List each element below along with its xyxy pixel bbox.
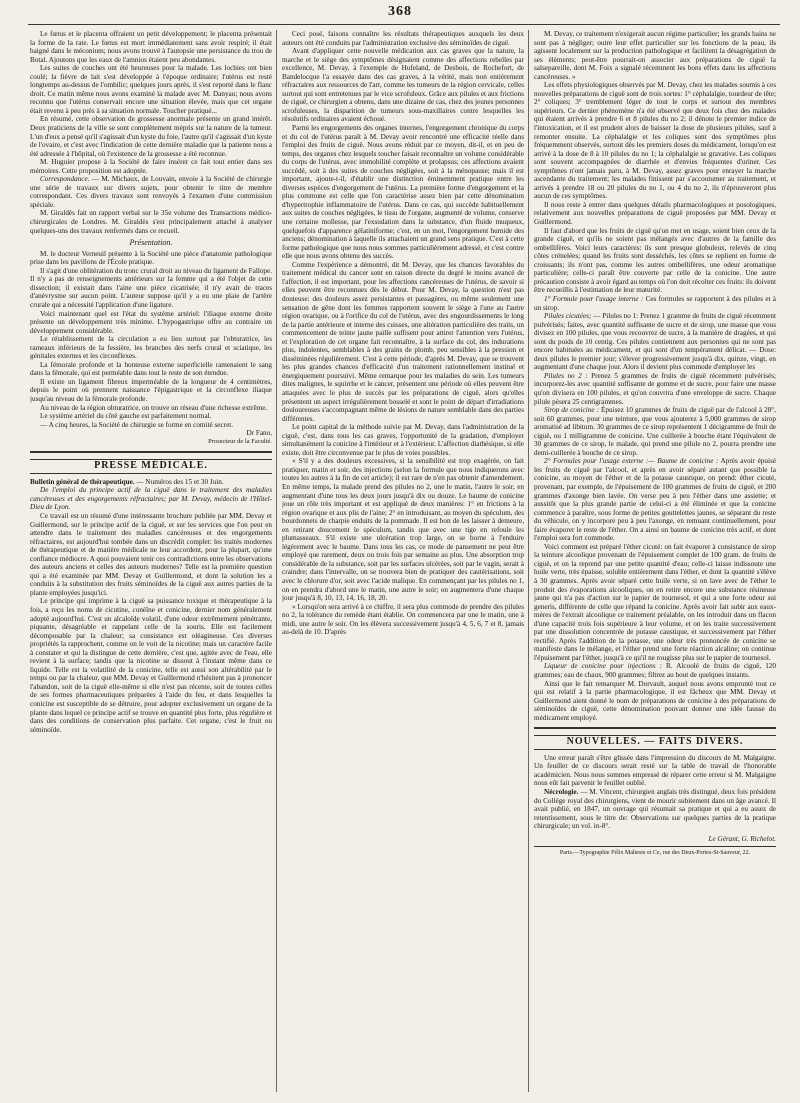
paragraph: Le rétablissement de la circulation a eu lieu surtout par l'obturatrice, les rameaux inférieurs de la fessière, les branches des nerfs crural et sciatique, les génitales externes et les circonflexes. xyxy=(30,335,272,361)
formula-text: Ces formules se rapportent à des pilules et à un sirop. xyxy=(534,294,776,312)
section-title-nouvelles: NOUVELLES. — FAITS DIVERS. xyxy=(534,735,776,750)
paragraph: Il existe un ligament fibreux imperméable de la longueur de 4 centimètres, depuis le point où prennent naissance l'épigastrique et la circonflexe iliaque jusqu'au niveau de la fémorale profonde. xyxy=(30,377,272,403)
pilules2-text: Prenez 5 grammes de fruits de ciguë récemment pulvérisés; incorporez-les avec quantité suffisante de gomme et de sucre, pour faire une masse qu'on divisera en 100 pilules, et qu'on couvrira d'une enveloppe de sucre. Chaque pilule pèsera 25 centigrammes. xyxy=(534,371,776,406)
paragraph: Il faut d'abord que les fruits de ciguë qu'on met en usage, soient bien ceux de la grande ciguë, et qu'ils ne soient pas mélangés avec d'autres de la famille des ombellifères. Voici leurs caractères: ils sont presque globuleux, relevés de cinq côtes crénelées; quand les fruits sont desséchés, les côtes se replient en forme de croissants; ils n'ont pas, comme les autres ombellifères, une odeur aromatique particulière; celle-ci paraît être couverte par celle de la conicine. Une autre précaution consiste à avoir égard au temps où l'on doit récolter ces fruits: ils doivent être recueillis à l'estimation de leur maturité. xyxy=(534,226,776,295)
signature-title: Prosecteur de la Faculté. xyxy=(208,437,272,445)
paragraph: En résumé, cette observation de grossesse anormale présente un grand intérêt. Deux praticiens de la ville se sont complètement mépris sur la nature de la tumeur. L'un d'eux a pensé qu'il s'agissait d'un kyste du foie, l'autre qu'il s'agissait d'un kyste de l'ovaire, et c'est avec l'indication de cette dernière maladie que la patiente nous a été adressée à l'hôpital, où l'existence de la grossesse a été reconnue. xyxy=(30,115,272,158)
paragraph xyxy=(534,312,776,372)
column-middle xyxy=(282,30,524,1092)
paragraph: Une erreur paraît s'être glissée dans l'impression du discours de M. Malgaigne. Un feuillet de ce discours serait resté sur la table de travail de l'honorable académicien. Nous nous sommes empressé de réparer cette erreur si M. Malgaigne nous eût fait parvenir le feuillet oublié. xyxy=(534,753,776,788)
correspondance-label: Correspondance. xyxy=(40,175,90,184)
paragraph xyxy=(534,372,776,406)
paragraph: « S'il y a des douleurs excessives, si la sensibilité est trop exagérée, on fait pratiquer, matin et soir, des injections (selon la formule que nous indiquerons avec toutes les autres à la fin de cet article); il est rare de n'en pas obtenir d'amendement. En même temps, la malade prend des pilules no 2, une le matin, l'autre le soir, en augmentant d'une tous les deux jours jusqu'à dix ou douze. Le baume de conicine joue un rôle très important et est appliqué de deux manières: 1° en frictions à la région ovarique et aux plis de l'aine; 2° en introduisant, au moyen du spéculum, des bourdonnets de charpie enduits de la pommade. Il est bon de les laisser à demeure, en retirant doucement le spéculum, tandis que avec une tige en refoule les plumasseaux. S'il existe une ulcération trop large, on se borne à l'enduire légèrement avec le baume. Dans tous les cas, ce mode de pansement ne peut être employé que rarement, deux ou trois fois par semaine au plus. Une absorption trop considérable de la substance, soit par les surfaces ulcérées, soit par le vagin, serait à craindre; dans l'intervalle, on se trouvera bien de pratiquer des cautérisations, soit avec le chlorure d'or, soit avec l'acide malique. En commençant par les pilules no 1, on en prendra d'abord une le matin, une autre le soir; on augmentera d'une chaque jour jusqu'à 8, 10, 13, 14, 16, 18, 20. xyxy=(282,457,524,603)
sirop-text: Épuisez 10 grammes de fruits de ciguë par de l'alcool à 28°, soit 60 grammes, pour une teinture, que vous ajouterez à 5,000 grammes de sirop aromatisé ad libitum. 30 grammes de ce sirop représentent 1 décigramme de fruit de ciguë, ou 1 milligramme de conicine. Une cuillerée à bouche étant l'équivalent de 30 grammes de ce sirop, le malade, qui prend une pilule no 2, pourra prendre une demi-cuillerée à bouche de ce sirop. xyxy=(534,406,776,457)
paragraph: Comme l'expérience a démontré, dit M. Devay, que les chances favorables du traitement médical du cancer sont en raison directe du degré le moins avancé de l'affection, il est important, pour les affections cancéreuses de l'utérus, de savoir si elles peuvent être reconnues dès le début. Pour M. Devay, la question n'est pas douteuse: des douleurs assez persistantes et passagères, ou même seulement une sensation de gêne dont les femmes rapportent souvent le siège à l'une au l'autre région ovarique, ou à l'orifice du col de l'utérus, avec des engourdissements le long de la partie antérieure et interne des cuisses, une altération particulière des traits, un commencement de teinte jaune paille suffisent pour attirer l'attention vers l'utérus, et l'exploration de cet organe fait reconnaître, à la surface du col, des indurations plus, indolentes, semblables à des grains de plomb, peu sensibles à la pression et disséminées régulièrement. C'est à cette période, d'après M. Devay, que se trouvent les plus grandes chances d'efficacité d'un traitement rationnellement institué et énergiquement poursuivi. Même remarque pour les maladies du sein. Les tumeurs dites malignes, le squirrhe et le cancer, présentent une période où elles peuvent être attaquées avec le plus de succès par les préparations de ciguë, alors qu'elles présentent un aspect irrégulièrement bosselé et sont le point de départ d'irradiations douloureuses s'accompagnant même de lésions de nature semblable dans des parties différentes. xyxy=(282,260,524,423)
paragraph: — A cinq heures, la Société de chirurgie se forme en comité secret. xyxy=(40,420,234,429)
paragraph xyxy=(534,788,776,831)
bulletin-dates: — Numéros des 15 et 30 Juin. xyxy=(134,477,224,486)
paragraph: Il s'agit d'une oblitération du tronc crural droit au niveau du ligament de Fallope. Il n'y a pas de renseignements antérieurs sur la femme qui a été l'objet de cette dissection; il existait dans l'aine une pièce cicatrisée; il n'y avait de traces d'anévrysme sur aucun point. L'auteur suppose qu'il y a eu une plaie de l'artère crurale qui a nécessité l'application d'une ligature. xyxy=(30,266,272,309)
paragraph: Le fœtus et le placenta offraient un petit développement; le placenta présentait la forme de la rate. Le fœtus est mort immédiatement sans avoir respiré; il était baigné dans le méconium; nous avons trouvé à l'autopsie une persistance du trou de Botal. Ajoutons que les eaux de l'amnios étaient peu abondantes. xyxy=(30,30,272,64)
gerant-signature: Le Gérant, G. Richelot. xyxy=(708,834,776,843)
paragraph: Le système artériel du côté gauche est parfaitement normal. xyxy=(40,412,212,421)
paragraph: Voici comment est préparé l'éther cicuté: on fait évaporer à consistance de sirop la teinture alcoolique provenant de l'épuisement complet de 100 gram. de fruits de ciguë, et on la reprend par une petite quantité d'eau; celle-ci laisse indissoute une huile verte, très épaisse, soluble entièrement dans l'éther, et dont la quantité s'élève à 30 grammes. Après avoir séparé cette huile verte, si on lave avec de l'éther le produit des évaporations alcooliques, on en retire encore une substance résineuse jaune qui n'a pas d'action sur le papier de tournesol, et qui a une forte odeur sui generis, différente de celle que répand la conicine. Après avoir fait subir aux eaux-mères de l'extrait alcoolique ce traitement préalable, on les introduit dans un flacon d'une capacité trois fois supérieure à leur volume, et on les traite successivement par une dissolution concentrée de potasse caustique, et successivement par l'éther rectifié. Après l'addition de la potasse, une odeur très prononcée de conicine se manifeste dans le mélange, et l'éther prend une forte réaction alcaline; on continue l'épuisement par l'éther, jusqu'à ce qu'il ne rougisse plus sur le papier de tournesol. xyxy=(534,542,776,662)
column-left xyxy=(30,30,272,1092)
printer-imprint: Paris.—Typographie Félix Malteste et Ce, rue des Deux-Portes-St-Sauveur, 22. xyxy=(534,846,776,858)
paragraph: M. le docteur Verneuil présente à la Société une pièce d'anatomie pathologique prise dans les pavillons de l'École pratique. xyxy=(30,249,272,267)
paragraph: M. Giraldès fait un rapport verbal sur le 35e volume des Transactions médico-chirurgicales de Londres. M. Giraldès s'est principalement attaché à analyser quelques-uns des travaux renfermés dans ce recueil. xyxy=(30,209,272,235)
paragraph: Parmi les engorgements des organes internes, l'engorgement chronique du corps et du col de l'utérus paraît à M. Devay avoir rencontré une efficacité réelle dans l'emploi des fruits de ciguë. Nous avons réduit par ce moyen, dit-il, et en peu de temps, des organes chez lesquels toucher faisait reconnaître un volume considérable du corps de l'utérus, avec immobilité complète et prolapsus; ces affections avaient succédé, soit à des suites de couches négligées, soit à la ménopause; mais il est important, ajoute-t-il, d'établir une distinction éminemment pratique entre les diverses espèces d'engorgement de l'utérus. La première forme d'engorgement et la plus commune est celle que l'on caractérise assez bien par cette dénomination d'hypertrophie inflammatoire de l'utérus. Dans ce cas, qui succède habituellement aux suites de couches négligées, le tissu de l'organe, augmenté de volume, conserve une certaine mollesse, par l'exsudation dans la substance, d'un fluide muqueux, quelquefois d'apparence gélatiniforme; c'est, en un mot, l'engorgement humide des anciens; dénomination à laquelle ils attachaient un grand sens pratique. C'est à cette forme pathologique que nous nous sommes particulièrement adressé, et c'est contre elle que nous avons obtenu des succès. xyxy=(282,124,524,261)
paragraph xyxy=(534,406,776,457)
pilules-label: Pilules cicutées; xyxy=(544,312,592,321)
pilules-text: — Pilules no 1: Prenez 1 gramme de fruits de ciguë récemment pulvérisés; faites, avec quantité suffisante de sucre et de sirop, une masse que vous divisez en 100 pilules, que vous recouvrez de sucre, à la manière de dragées, et qui sont du poids de 10 centig. Ces pilules contiennent aux personnes qui ne sont pas encore habituées au médicament, et qui sont d'un tempérament délicat. — Dose: deux pilules le premier jour; s'élever progressivement jusqu'à dix, quinze, vingt, en augmentant d'une chaque jour. Alors il devient plus commode d'employer les xyxy=(534,312,776,372)
section-rule xyxy=(30,451,272,453)
column-right xyxy=(534,30,776,1092)
necrologie-label: Nécrologie. xyxy=(544,788,579,797)
section-title-presse: PRESSE MÉDICALE. xyxy=(30,459,272,474)
section-rule xyxy=(534,727,776,729)
external-formula-label: 2° Formules pour l'usage externe :— Baume de conicine : xyxy=(544,457,719,466)
sirop-label: Sirop de conicine : xyxy=(544,406,599,415)
page-number: 368 xyxy=(388,4,412,19)
paragraph: La fémorale profonde et la honteuse externe superficielle ramenaient le sang dans la fémorale, qui est perméable dans tout le reste de son étendue. xyxy=(30,360,272,378)
paragraph: Les effets physiologiques observés par M. Devay, chez les malades soumis à ces nouvelles préparations de ciguë sont de trois sortes: 1° céphalalgie, tourdeur de tête; 2° coliques; 3° tremblement léger de tout le corps et surtout des membres supérieurs. Ce dernier phénomène n'a été observé que deux fois chez des malades qui étaient arrivés à prendre 6 et 8 pilules du no 2; il dénote le premier indice de l'intoxication, et il est prudent alors de baisser la dose de plusieurs pilules, sauf à remonter ensuite. La céphalalgie et les coliques sont des symptômes plus fréquemment observés, surtout dès les premiers doses du médicament, lorsqu'on est arrivé à la dose de 8 à 10 pilules du no 1; la céphalalgie se gravative. Les coliques sont souvent accompagnées de diarrhée et d'envies fréquentes d'uriner. Ces symptômes n'ont jamais paru, à M. Devay, assez graves pour enrayer la marche ascendante du traitement; les malades finissent par s'accoutumer au traitement, et arrivés à prendre 18 ou 20 pilules du no 1, ou 4 du no 2, ils n'éprouveront plus aucun de ces symptômes. xyxy=(534,81,776,201)
paragraph: « Lorsqu'on sera arrivé à ce chiffre, il sera plus commode de prendre des pilules no 2, la tolérance du remède étant établie. On commencera par une le matin, une à midi, une autre le soir. On les élèvera successivement jusqu'à 4, 5, 6, 7 et 8, jamais au-delà de 10. D'après xyxy=(282,602,524,637)
paragraph: Les suites de couches ont été heureuses pour la malade. Les lochies ont bien coulé; la fièvre de lait s'est développée à l'époque ordinaire; l'utérus est resté longtemps au-dessus de l'ombilic; quelques jours après, il s'est reporté dans le flanc droit. Ce matin même nous avons examiné la malade avec M. Danyau; nous avons reconnu que l'utérus conservait encore une situation élevée, mais que cet organe était revenu à peu près à sa situation normale. Toucher pratiqué... xyxy=(30,64,272,115)
paragraph: Ceci posé, faisons connaître les résultats thérapeutiques auxquels les deux auteurs ont été conduits par l'administration exclusive des séminoïdes de ciguë. xyxy=(282,30,524,47)
paragraph: Au niveau de la région obturatrice, on trouve un réseau d'une richesse extrême. xyxy=(40,403,268,412)
bulletin-label: Bulletin général de thérapeutique. xyxy=(30,477,135,486)
paragraph: Ainsi que le fait remarquer M. Dorvault, auquel nous avons emprunté tout ce qui est relatif à la partie pharmacologique, il est fâcheux que MM. Devay et Guillermond aient donné le nom de préparations de conicine à des préparations de séminoïdes de ciguë, cette dénomination pouvant donner une idée fausse du médicament employé. xyxy=(534,679,776,722)
pilules2-label: Pilules no 2 : xyxy=(544,371,588,380)
article-title: De l'emploi du principe actif de la ciguë dans le traitement des maladies cancéreuses et des engorgements réfractaires; par M. Devay, médecin de l'Hôtel-Dieu de Lyon. xyxy=(30,486,272,512)
column-divider xyxy=(276,30,277,1092)
external-formula-text: Après avoir épuisé les fruits de ciguë par l'alcool, et après en avoir séparé autant que possible la conicine, au moyen de l'éther et de la potasse caustique, on prend: éther cicuté, provenant, par exemple, de l'épuisement de 100 grammes de fruits de ciguë, et 200 grammes d'axonge bien lavée. On verse peu à peu l'éther dans une assiette; et aussitôt que la plus grande partie de celui-ci a été éliminée et que la conicine commence à paraître, sous forme de petites gouttelettes jaunes, se séparant du reste du véhicule, on y incorpore peu à peu l'axonge, en remuant continuellement, pour faire évaporer le reste de l'éther. On a ainsi un baume de conicine très actif, et dont l'emploi sera fort commode. xyxy=(534,457,776,543)
liqueur-text: R. Alcoolé de fruits de ciguë, 120 grammes; eau de chaux, 900 grammes; filtrez au bout de quelques instants. xyxy=(534,662,776,680)
paragraph xyxy=(534,295,776,312)
liqueur-label: Liqueur de conicine pour injections : xyxy=(544,662,662,671)
paragraph: Ce travail est un résumé d'une intéressante brochure publiée par MM. Devay et Guillermond, sur le principe actif de la ciguë, et sur les services que l'on peut en attendre dans le traitement des maladies cancéreuses et des engorgements réfractaires, est aujourd'hui tombée dans un discrédit complet: les traités modernes de thérapeutique et de matière médicale ne leur accordent, pour la plupart, qu'une confiance médiocre. A quoi pouvaient tenir ces contradictions entre les observations des auteurs anciens et celles des auteurs modernes? Telle est la première question qui a été examinée par MM. Devay et Guillermond, et dont la solution les a conduits à la substitution des fruits séminoïdes de la ciguë aux autres parties de la plante employées jusqu'ici. xyxy=(30,511,272,597)
paragraph: Voici maintenant quel est l'état du système artériel: l'iliaque externe droite présente un développement très minime. L'hypogastrique offre au contraire un développement considérable. xyxy=(30,309,272,335)
paragraph: M. Huguier propose à la Société de faire insérer ce fait tout entier dans ses mémoires. Cette proposition est adoptée. xyxy=(30,158,272,175)
paragraph: Avant d'appliquer cette nouvelle médication aux cas graves que la nature, la marche et le siège des symptômes désignaient comme des affections rebelles par excellence, M. Devay, à l'exemple de Hufeland, de Desbois, de Rochefort, de Bandelocque l'a essayée dans des cas graves, à la vérité, mais non entièrement réfractaires aux ressources de l'art, comme les tumeurs de la région cervicale, celles surtout qui sont entretenues par le vice scrofuleux. Grâce aux pilules et aux frictions de ciguë, ce chirurgien a obtenu, dans une dizaine de cas, chez des jeunes personnes scrofuleuses, la disparition de tumeurs sous-maxillaires contre lesquelles les résolutifs ordinaires avaient échoué. xyxy=(282,47,524,124)
paragraph: M. Devay, ce traitement n'exigerait aucun régime particulier; les grands bains ne sont pas à négliger; outre leur effet particulier sur les fonctions de la peau, ils agissent localement sur la production pathologique et facilitent la désagrégation de ses éléments; peut-être pourrait-on associer aux préparations de ciguë la salsepareille, dont M. Foix a signalé récemment les bons effets dans les affections cancéreuses. » xyxy=(534,30,776,81)
bulletin-header xyxy=(30,478,272,487)
paragraph xyxy=(534,457,776,542)
formula-label: 1° Formule pour l'usage interne : xyxy=(544,294,644,303)
paragraph: Le point capital de la méthode suivie par M. Devay, dans l'administration de la ciguë, c'est, dans tous les cas graves, l'opportunité de la gradation, d'employer simultanément la conicine à l'intérieur et à l'extérieur. L'affection diathésique, si elle existe, doit être circonvenue par le plus de voies possibles. xyxy=(282,423,524,457)
column-divider xyxy=(528,30,529,1092)
paragraph: Il nous reste à entrer dans quelques détails pharmacologiques et posologiques, relativement aux nouvelles préparations de ciguë proposées par MM. Devay et Guillermond. xyxy=(534,200,776,227)
top-rule xyxy=(28,24,780,25)
signature: Dr Fano, xyxy=(246,429,272,438)
paragraph xyxy=(534,662,776,679)
correspondance-text: — M. Michaux, de Louvain, envoie à la Société de chirurgie une série de travaux sur divers sujets, pour obtenir le titre de membre correspondant. Ces divers travaux sont renvoyés à l'examen d'une commission spéciale. xyxy=(30,175,272,209)
subheading-presentation: Présentation. xyxy=(129,238,173,248)
paragraph: Le principe qui imprime à la ciguë sa puissance toxique et thérapeutique à la fois, a reçu les noms de cicutine, conéïne et conicine, dernier nom généralement adopté aujourd'hui. C'est un alcaloïde volatil, d'une odeur extrêmement pénétrante, piquante, désagréable et rappelant celle de la souris. Elle est facilement décomposable par la chaleur; sa consistance est oléagineuse. Ces diverses propriétés la rapprochent, comme on le voit de la nicotine; mais un caractère facile à constater et qui la distingue de cette dernière, c'est que, agitée avec de l'eau, elle revient à la surface; tandis que la nicotine se dissout à l'instant même dans ce liquide. Telle est la volatilité de la conicine, telle est aussi son altérabilité par le temps ou par la chaleur, que MM. Devay et Guillermond n'hésitent pas à prononcer l'abandon, soit de la ciguë elle-même si elle n'est pas récente, soit de toutes celles de ses formes pharmaceutiques préparées à l'aide du feu, et dans lesquelles la conicine est susceptible de se détruire, pour adopter exclusivement un organe de la plante dans lequel ce principe actif se trouve en quantité plus forte, plus régulière et dans des conditions de conservation plus parfaite. Cet organe, c'est le fruit ou séminoïde. xyxy=(30,597,272,734)
paragraph xyxy=(30,175,272,209)
necrologie-text: — M. Vincent, chirurgien anglais très distingué, deux fois président du Collége royal des chirurgiens, vient de mourir subitement dans un âge avancé. Il avait publié, en 1847, un ouvrage qui résumait sa pratique et qui a eu assez de retentissement, sous le titre de: Observations sur quelques parties de la pratique chirurgicale; un vol. in-8°. xyxy=(534,788,776,831)
